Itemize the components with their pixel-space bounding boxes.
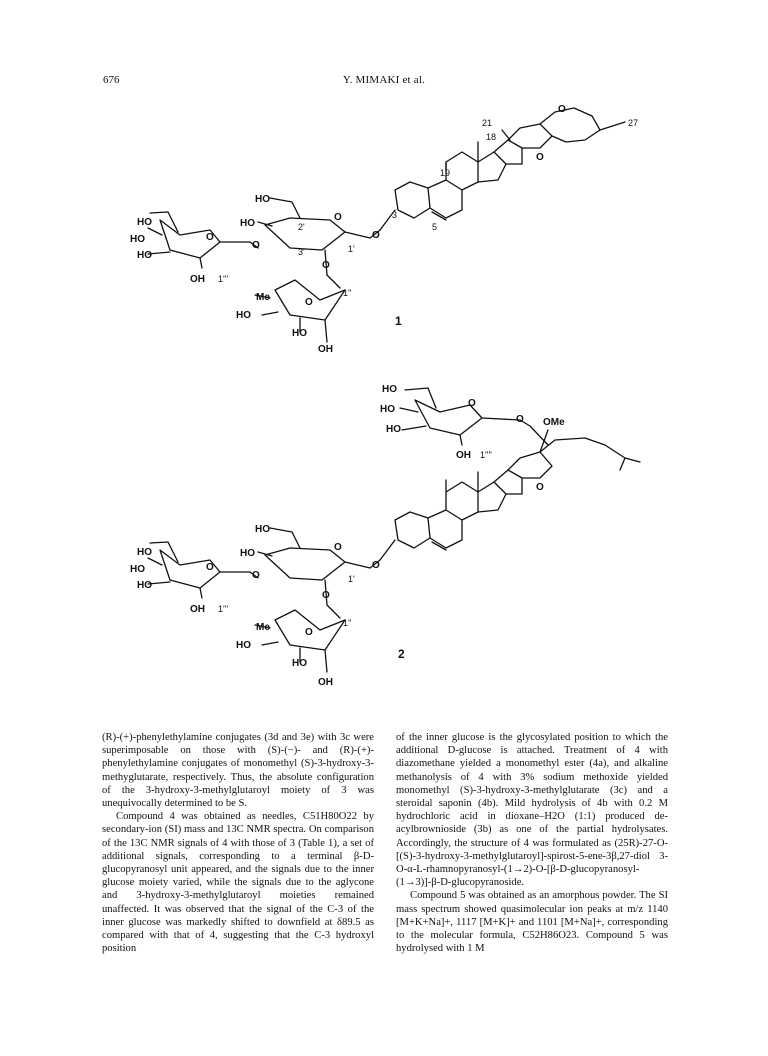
label-o: O [536,152,544,163]
label-ho: HO [137,580,152,591]
label-me: Me [256,622,270,633]
label-o: O [252,240,260,251]
label-c27: 27 [628,118,639,128]
label-ho: HO [137,217,152,228]
label-ho: HO [137,250,152,261]
label-o: O [372,230,380,241]
label-o: O [536,482,544,493]
label-ho: HO [130,234,145,245]
label-ho: HO [236,310,251,321]
label-o: O [468,398,476,409]
label-c19: 19 [440,168,451,178]
label-o: O [305,627,313,638]
label-ho: HO [236,640,251,651]
label-1-prime: 1' [348,574,355,584]
label-1-triple-prime: 1''' [218,274,229,284]
label-o: O [558,104,566,115]
label-ho: HO [292,328,307,339]
label-o: O [516,414,524,425]
label-ho: HO [255,194,270,205]
label-me: Me [256,292,270,303]
label-o: O [322,260,330,271]
label-o: O [334,542,342,553]
label-ho: HO [292,658,307,669]
label-c3: 3 [392,210,398,220]
label-2-prime: 2' [298,222,305,232]
label-ho: HO [386,424,401,435]
label-ho: HO [380,404,395,415]
label-ho: HO [137,547,152,558]
label-o: O [305,297,313,308]
right-column [396,731,668,955]
article-body [102,731,668,1031]
label-1-double-prime: 1'' [343,288,352,298]
paragraph: Compound 5 was obtained as an amorphous powder. The SI mass spectrum showed quasimolecular ion peaks at m/z 1140 [M+K+Na]+, 1117 [M+K]+ and 1101 [M+Na]+, corresponding to the molecular formula, C52H86O23. Compound 5 was hydrolysed with 1 M [396,890,668,955]
page-header [0,74,768,90]
label-1-triple-prime: 1''' [218,604,229,614]
label-1-prime: 1' [348,244,355,254]
label-c18: 18 [486,132,497,142]
label-ho: HO [255,524,270,535]
label-1-quadruple-prime: 1'''' [480,450,492,460]
page-number: 676 [103,74,120,86]
label-o: O [334,212,342,223]
paragraph: of the inner glucose is the glycosylated position to which the additional D-glucose is attached. Treatment of 4 with diazomethane yielded a monomethyl ester (4a), and alkaline methanolysis of 4 with 3% sodium methoxide yielded monomethyl (S)-3-hydroxy-3-methylglutarate (3c) and a steroidal saponin (4b). Mild hydrolysis of 4b with 0.2 M hydrochloric acid in dioxane–H2O (1:1) produced de-acylbrownioside (3b) as one of the partial hydrolysates. Accordingly, the structure of 4 was formulated as (25R)-27-O-[(S)-3-hydroxy-3-methylglutaroyl]-spirost-5-ene-3β,27-diol 3-O-α-L-rhamnopyranosyl-(1→2)-O-[β-D-glucopyranosyl-(1→3)]-β-D-glucopyranoside. [396,732,668,889]
left-column [102,731,374,955]
label-oh: OH [318,344,333,355]
label-ho: HO [240,218,255,229]
chemical-structures-figure [0,100,768,700]
label-ho: HO [130,564,145,575]
label-o: O [322,590,330,601]
label-c5: 5 [432,222,438,232]
label-oh: OH [190,274,205,285]
label-ho: HO [240,548,255,559]
structure-drawing [0,100,768,700]
label-oh: OH [456,450,471,461]
compound-2-label: 2 [398,647,405,661]
label-ome: OMe [543,417,565,428]
label-1-double-prime: 1'' [343,618,352,628]
label-o: O [252,570,260,581]
label-c21: 21 [482,118,493,128]
paragraph: (R)-(+)-phenylethylamine conjugates (3d and 3e) with 3c were superimposable on those with (S)-(−)- and (R)-(+)-phenylethylamine conjugates of monomethyl (S)-3-hydroxy-3-methyglutarate, respectively. Thus, the absolute configuration of the 3-hydroxy-3-methylglutaroyl moiety of 3 was unequivocally determined to be S. [102,732,374,810]
paragraph: Compound 4 was obtained as needles, C51H80O22 by secondary-ion (SI) mass and 13C NMR spectra. On comparison of the 13C NMR signals of 4 with those of 3 (Table 1), a set of additional signals, corresponding to a terminal β-D-glucopyranosyl unit appeared, and the signals due to the inner glucose moiety varied, while the signals due to the aglycone and 3-hydroxy-3-methylglutaroyl moieties remained unaffected. It was observed that the signal of the C-3 of the inner glucose was markedly shifted to downfield at δ89.5 as compared with that of 4, suggesting that the C-3 hydroxyl position [102,811,374,955]
label-o: O [206,232,214,243]
label-3-prime: 3' [298,247,305,257]
label-oh: OH [190,604,205,615]
label-o: O [372,560,380,571]
running-title: Y. MIMAKI et al. [342,74,426,86]
compound-1-label: 1 [395,314,402,328]
label-ho: HO [382,384,397,395]
label-o: O [206,562,214,573]
label-oh: OH [318,677,333,688]
